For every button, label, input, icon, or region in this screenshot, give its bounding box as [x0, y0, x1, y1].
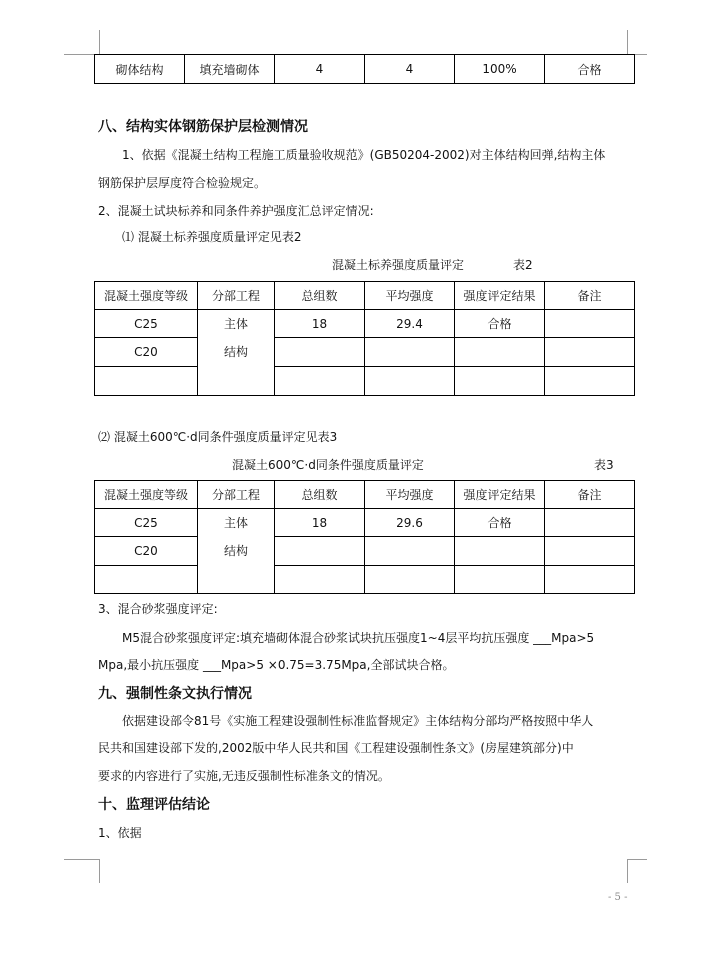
table-cell	[545, 310, 635, 338]
merged-line-2: 结构	[223, 544, 248, 558]
table-3-number: 表3	[594, 458, 614, 472]
table-row	[95, 55, 635, 84]
table-header-cell: 分部工程	[198, 282, 275, 310]
table-cell	[455, 367, 545, 396]
table-cell	[365, 367, 455, 396]
table-cell: 合格	[455, 310, 545, 338]
table-cell: 合格	[455, 509, 545, 537]
item-3-title: 3、混合砂浆强度评定:	[98, 602, 218, 616]
section-8-item-2: 2、混凝土试块标养和同条件养护强度汇总评定情况:	[98, 204, 374, 218]
table-row	[95, 509, 635, 537]
merged-line-1: 主体	[223, 516, 248, 530]
table-cell	[95, 566, 198, 594]
table-cell: C25	[95, 310, 198, 338]
table-cell	[275, 566, 365, 594]
merged-division-cell	[198, 509, 275, 594]
table-header-row	[95, 481, 635, 509]
table-cell	[275, 367, 365, 396]
merged-line-2: 结构	[223, 345, 248, 359]
table-header-cell: 总组数	[275, 282, 365, 310]
table-cell: 18	[275, 509, 365, 537]
table-cell	[545, 338, 635, 367]
table-row	[95, 338, 635, 367]
section-8-para1-line1: 1、依据《混凝土结构工程施工质量验收规范》(GB50204-2002)对主体结构回弹,结构主体	[122, 148, 606, 162]
table-header-cell: 混凝土强度等级	[95, 481, 198, 509]
table-row	[95, 537, 635, 566]
item-3-line1: M5混合砂浆强度评定:填充墙砌体混合砂浆试块抗压强度1~4层平均抗压强度 ___Mpa>5	[122, 631, 595, 645]
table-cell: 砌体结构	[95, 55, 185, 84]
section-9-line1: 依据建设部令81号《实施工程建设强制性标准监督规定》主体结构分部均严格按照中华人	[122, 714, 594, 728]
table-cell: 29.4	[365, 310, 455, 338]
table-row	[95, 566, 635, 594]
table-cell: 18	[275, 310, 365, 338]
section-9-heading: 九、强制性条文执行情况	[98, 686, 252, 702]
masonry-table	[94, 54, 635, 84]
table-cell	[365, 338, 455, 367]
table-3	[94, 480, 635, 594]
table-2-caption: 混凝土标养强度质量评定	[332, 258, 465, 272]
table-cell: 4	[365, 55, 455, 84]
page-number: - 5 -	[608, 892, 628, 903]
table-header-cell: 强度评定结果	[455, 282, 545, 310]
table-cell: 4	[275, 55, 365, 84]
section-10-item-1: 1、依据	[98, 826, 142, 840]
table-cell: 29.6	[365, 509, 455, 537]
table-2-number: 表2	[513, 258, 533, 272]
table-cell	[455, 566, 545, 594]
table-cell	[275, 338, 365, 367]
table-cell	[545, 509, 635, 537]
table-cell	[545, 537, 635, 566]
table-cell: C25	[95, 509, 198, 537]
section-10-heading: 十、监理评估结论	[98, 797, 210, 813]
table-header-cell: 备注	[545, 481, 635, 509]
item-3-line2: Mpa,最小抗压强度 ___Mpa>5 ×0.75=3.75Mpa,全部试块合格。	[98, 658, 455, 672]
table-3-caption: 混凝土600℃·d同条件强度质量评定	[232, 458, 424, 472]
table-cell	[545, 367, 635, 396]
table-cell	[455, 338, 545, 367]
table-header-cell: 强度评定结果	[455, 481, 545, 509]
table-cell	[365, 537, 455, 566]
table-cell: C20	[95, 338, 198, 367]
table-cell	[275, 537, 365, 566]
table-cell	[545, 566, 635, 594]
table-2	[94, 281, 635, 396]
table-header-cell: 备注	[545, 282, 635, 310]
table-cell: 合格	[545, 55, 635, 84]
table-header-row	[95, 282, 635, 310]
table-cell	[365, 566, 455, 594]
table-header-cell: 混凝土强度等级	[95, 282, 198, 310]
table-row	[95, 367, 635, 396]
merged-division-cell	[198, 310, 275, 396]
merged-line-1: 主体	[223, 317, 248, 331]
section-8-sub-1: ⑴ 混凝土标养强度质量评定见表2	[122, 230, 302, 244]
table-header-cell: 总组数	[275, 481, 365, 509]
section-8-heading: 八、结构实体钢筋保护层检测情况	[98, 119, 308, 135]
table-cell: 100%	[455, 55, 545, 84]
table-cell: C20	[95, 537, 198, 566]
table-row	[95, 310, 635, 338]
section-9-line2: 民共和国建设部下发的,2002版中华人民共和国《工程建设强制性条文》(房屋建筑部分)中	[98, 741, 574, 755]
table-header-cell: 平均强度	[365, 481, 455, 509]
table-header-cell: 平均强度	[365, 282, 455, 310]
table-cell: 填充墙砌体	[185, 55, 275, 84]
section-8-para1-line2: 钢筋保护层厚度符合检验规定。	[98, 176, 267, 190]
section-8-sub-2: ⑵ 混凝土600℃·d同条件强度质量评定见表3	[98, 430, 338, 444]
table-cell	[455, 537, 545, 566]
table-header-cell: 分部工程	[198, 481, 275, 509]
section-9-line3: 要求的内容进行了实施,无违反强制性标准条文的情况。	[98, 769, 390, 783]
table-cell	[95, 367, 198, 396]
